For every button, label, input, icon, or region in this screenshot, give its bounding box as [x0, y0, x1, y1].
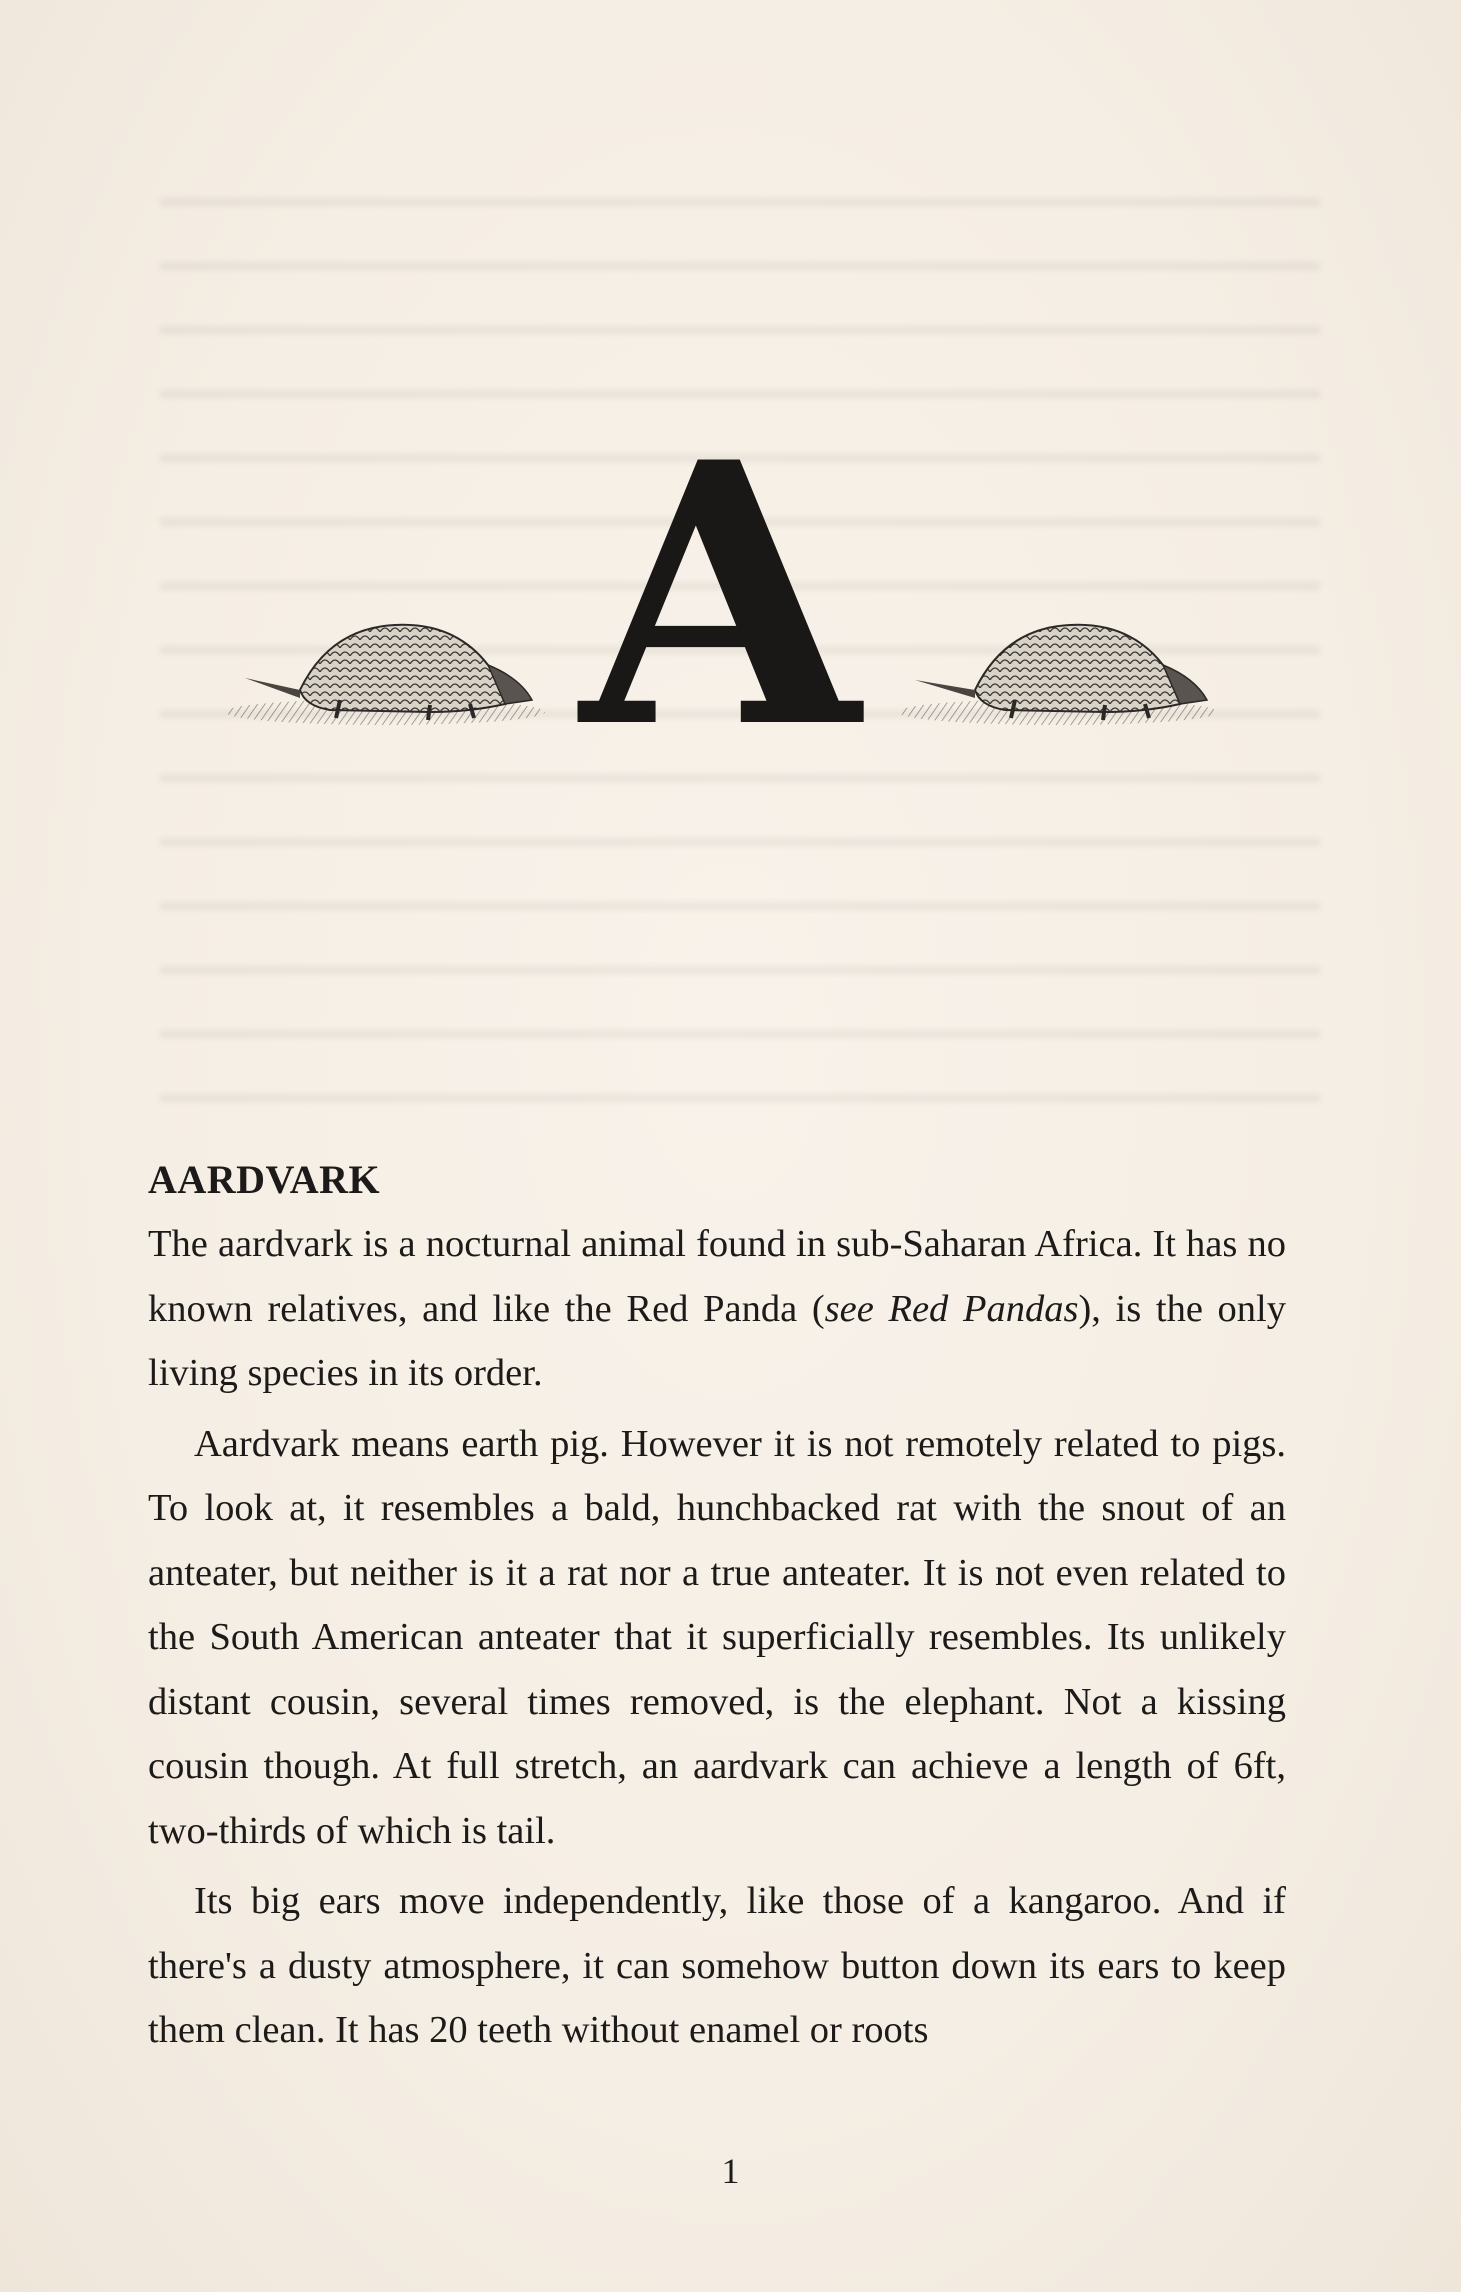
paragraph-1	[148, 1212, 1286, 1406]
chapter-ornament	[0, 360, 1461, 760]
entry-text	[148, 1148, 1286, 2063]
paragraph-1-text-before: The aardvark is a nocturnal animal found in sub-Saharan Africa. It has no known relatives, and like the Red Panda (	[148, 1223, 1286, 1330]
cross-reference: see Red Pandas	[824, 1287, 1079, 1330]
armadillo-left-icon	[225, 625, 545, 725]
chapter-letter: A	[580, 384, 860, 760]
entry-heading: AARDVARK	[148, 1157, 381, 1202]
page-number: 1	[721, 2151, 740, 2191]
paragraph-2: Aardvark means earth pig. However it is not remotely related to pigs. To look at, it resembles a bald, hunchbacked rat with the snout of an anteater, but neither is it a rat nor a true anteater. It is not even related to the South American anteater that it superficially resembles. Its unlikely distant cousin, several times removed, is the elephant. Not a kissing cousin though. At full stretch, an aardvark can achieve a length of 6ft, two-thirds of which is tail.	[148, 1422, 1286, 1852]
paragraph-1-text-after: ), is the only living species in its order.	[148, 1287, 1286, 1394]
armadillo-right-icon	[898, 625, 1218, 725]
paragraph-3: Its big ears move independently, like those of a kangaroo. And if there's a dusty atmosphere, it can somehow button down its ears to keep them clean. It has 20 teeth without enamel or roots	[148, 1880, 1286, 2051]
